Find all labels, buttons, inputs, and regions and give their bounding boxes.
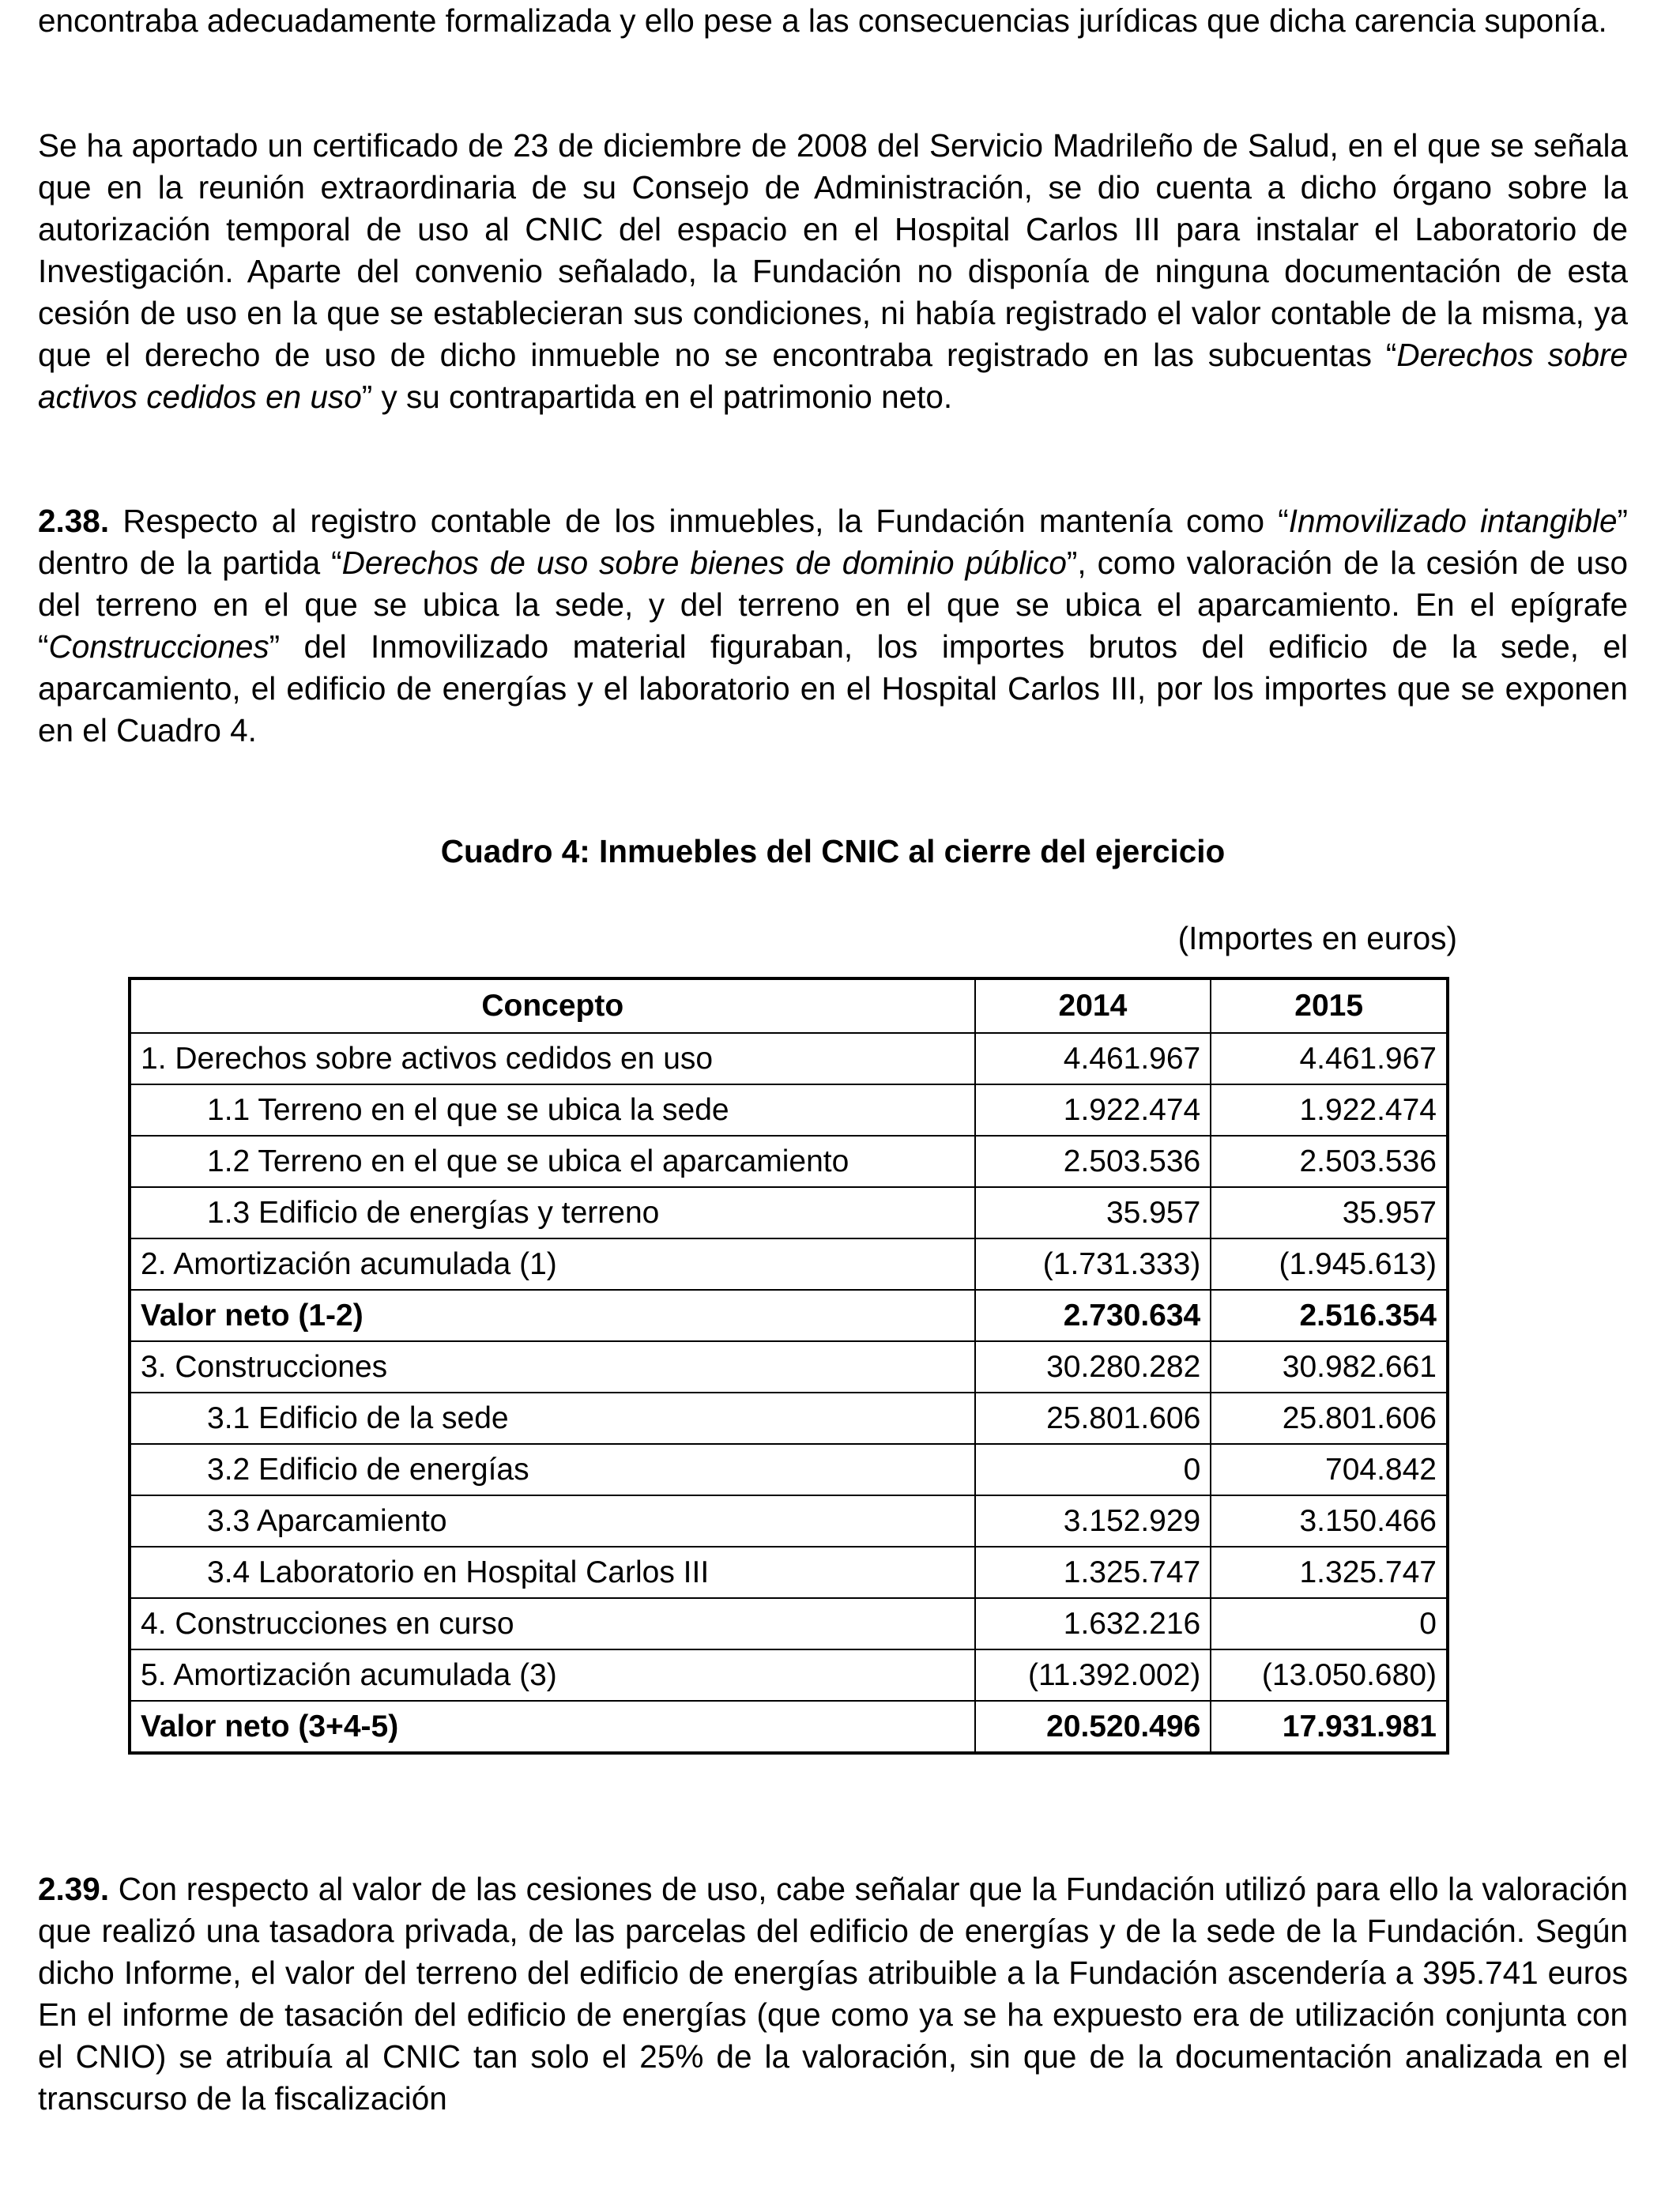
table-row [130,1444,1448,1495]
cell-2014: (11.392.002) [975,1649,1211,1701]
cell-concepto: 2. Amortización acumulada (1) [130,1238,975,1290]
cell-2015: 704.842 [1211,1444,1448,1495]
cell-concepto: Valor neto (3+4-5) [130,1701,975,1753]
cell-2015: 25.801.606 [1211,1393,1448,1444]
table-units: (Importes en euros) [1177,920,1457,956]
cell-2014: 4.461.967 [975,1033,1211,1084]
cell-2014: 0 [975,1444,1211,1495]
cell-concepto: 4. Construcciones en curso [130,1598,975,1649]
table-row [130,1649,1448,1701]
inmuebles-table [128,977,1449,1755]
cell-2014: 2.503.536 [975,1136,1211,1187]
cell-concepto: 3. Construcciones [130,1341,975,1393]
paragraph-certificate [38,125,1628,418]
table-row [130,1084,1448,1136]
italic-term: Derechos de uso sobre bienes de dominio público [341,545,1067,581]
header-2015: 2015 [1211,978,1448,1033]
italic-term: Derechos sobre activos cedidos en uso [38,337,1628,415]
cell-2015: 1.325.747 [1211,1547,1448,1598]
cell-2015: (13.050.680) [1211,1649,1448,1701]
header-2014: 2014 [975,978,1211,1033]
italic-term: Construcciones [48,628,269,665]
header-concepto: Concepto [130,978,975,1033]
table-header-row [130,978,1448,1033]
paragraph-text: ” del Inmovilizado material figuraban, los importes brutos del edificio de la sede, el aparcamiento, el edificio de energías y el laboratorio en el Hospital Carlos III, por los importes que se exponen en el Cuadro 4. [38,628,1628,748]
italic-term: Inmovilizado intangible [1288,503,1618,539]
table-row [130,1393,1448,1444]
cell-2015: 30.982.661 [1211,1341,1448,1393]
paragraph-text: Se ha aportado un certificado de 23 de diciembre de 2008 del Servicio Madrileño de Salud, en el que se señala que en la reunión extraordinaria de su Consejo de Administración, se dio cuenta a dicho órgano sobre la autorización temporal de uso al CNIC del espacio en el Hospital Carlos III para instalar el Laboratorio de Investigación. Aparte del convenio señalado, la Fundación no disponía de ninguna documentación de esta cesión de uso en la que se establecieran sus condiciones, ni había registrado el valor contable de la misma, ya que el derecho de uso de dicho inmueble no se encontraba registrado en las subcuentas “ [38,127,1628,373]
table-title: Cuadro 4: Inmuebles del CNIC al cierre del ejercicio [440,833,1226,869]
cell-concepto: 3.2 Edificio de energías [130,1444,975,1495]
cell-concepto: Valor neto (1-2) [130,1290,975,1341]
cell-concepto: 3.3 Aparcamiento [130,1495,975,1547]
cell-2015: 1.922.474 [1211,1084,1448,1136]
paragraph-text: ” y su contrapartida en el patrimonio neto. [361,379,953,415]
paragraph-2-39 [38,1868,1628,2120]
cell-concepto: 1. Derechos sobre activos cedidos en uso [130,1033,975,1084]
table-row [130,1136,1448,1187]
cell-2015: 4.461.967 [1211,1033,1448,1084]
cell-2014: 1.325.747 [975,1547,1211,1598]
cell-2014: 1.632.216 [975,1598,1211,1649]
table-row-total [130,1701,1448,1753]
cell-concepto: 3.4 Laboratorio en Hospital Carlos III [130,1547,975,1598]
paragraph-number: 2.38. [38,503,110,539]
cell-2014: 3.152.929 [975,1495,1211,1547]
cell-concepto: 3.1 Edificio de la sede [130,1393,975,1444]
cell-2015: 3.150.466 [1211,1495,1448,1547]
paragraph-text: Respecto al registro contable de los inmuebles, la Fundación mantenía como “ [109,503,1289,539]
cell-2014: 20.520.496 [975,1701,1211,1753]
cell-2014: 25.801.606 [975,1393,1211,1444]
cell-2014: 35.957 [975,1187,1211,1238]
table-row [130,1033,1448,1084]
paragraph-text: ” dentro de la partida “ [38,503,1628,581]
cell-2015: (1.945.613) [1211,1238,1448,1290]
table-row-total [130,1290,1448,1341]
table-row [130,1238,1448,1290]
cell-2015: 17.931.981 [1211,1701,1448,1753]
paragraph-continuation: encontraba adecuadamente formalizada y ello pese a las consecuencias jurídicas que dicha carencia suponía. [38,2,1607,39]
cell-concepto: 1.1 Terreno en el que se ubica la sede [130,1084,975,1136]
table-row [130,1495,1448,1547]
table-row [130,1187,1448,1238]
cell-concepto: 5. Amortización acumulada (3) [130,1649,975,1701]
cell-2014: 30.280.282 [975,1341,1211,1393]
cell-concepto: 1.3 Edificio de energías y terreno [130,1187,975,1238]
table-row [130,1598,1448,1649]
paragraph-text: ”, como valoración de la cesión de uso del terreno en el que se ubica la sede, y del terreno en el que se ubica el aparcamiento. En el epígrafe “ [38,545,1628,665]
cell-2014: (1.731.333) [975,1238,1211,1290]
cell-2015: 2.503.536 [1211,1136,1448,1187]
paragraph-text: Con respecto al valor de las cesiones de uso, cabe señalar que la Fundación utilizó para ello la valoración que realizó una tasadora privada, de las parcelas del edificio de energías y de la sede de la Fundación. Según dicho Informe, el valor del terreno del edificio de energías atribuible a la Fundación ascendería a 395.741 euros En el informe de tasación del edificio de energías (que como ya se ha expuesto era de utilización conjunta con el CNIO) se atribuía al CNIC tan solo el 25% de la valoración, sin que de la documentación analizada en el transcurso de la fiscalización [38,1871,1628,2117]
cell-2015: 35.957 [1211,1187,1448,1238]
cell-concepto: 1.2 Terreno en el que se ubica el aparcamiento [130,1136,975,1187]
cell-2014: 2.730.634 [975,1290,1211,1341]
paragraph-2-38 [38,500,1628,752]
table-row [130,1547,1448,1598]
paragraph-number: 2.39. [38,1871,110,1907]
table-row [130,1341,1448,1393]
cell-2015: 0 [1211,1598,1448,1649]
cell-2015: 2.516.354 [1211,1290,1448,1341]
cell-2014: 1.922.474 [975,1084,1211,1136]
